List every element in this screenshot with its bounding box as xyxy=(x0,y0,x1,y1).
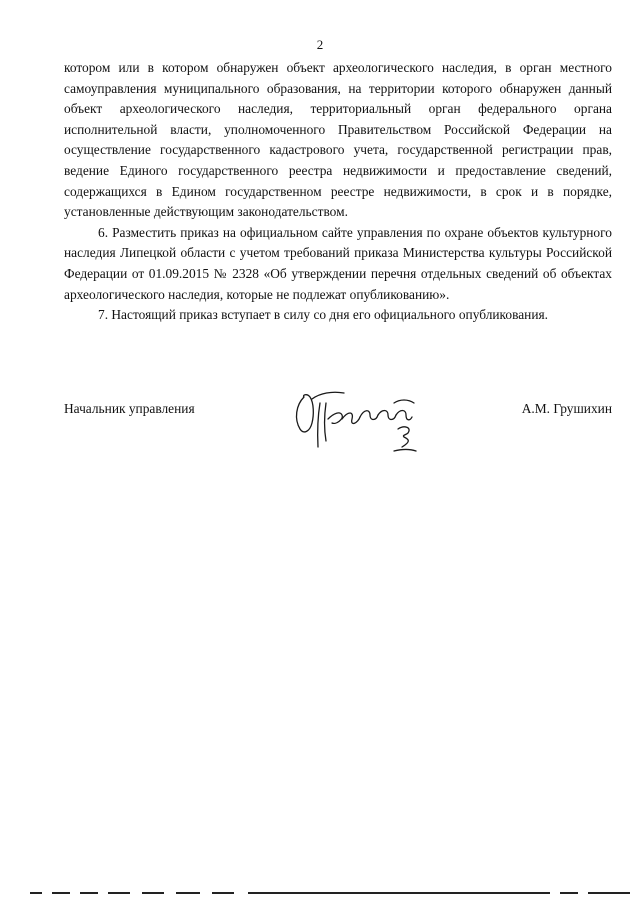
paragraph-continuation: котором или в котором обнаружен объект археологического наследия, в орган местного самоуправления муниципального образования, на территории которого обнаружен данный объект археологического наследия, территориальный орган федерального органа исполнительной власти, уполномоченного Правительством Российской Федерации на осуществление государственного кадастрового учета, государственной регистрации прав, ведение Единого государственного реестра недвижимости и предоставление сведений, содержащихся в Едином государственном реестре недвижимости, в срок и в порядке, установленные действующим законодательством. xyxy=(64,60,612,220)
page-number: 2 xyxy=(316,37,324,52)
paragraph-item-6: 6. Разместить приказ на официальном сайте управления по охране объектов культурного наследия Липецкой области с учетом требований приказа Министерства культуры Российской Федерации от 01.09.2015 № 2328 «Об утверждении перечня отдельных сведений об объектах археологического наследия, которые не подлежат опубликованию». xyxy=(64,224,612,302)
signature-block xyxy=(64,395,612,465)
signer-name: А.М. Грушихин xyxy=(521,401,612,416)
paragraph-item-7: 7. Настоящий приказ вступает в силу со дня его официального опубликования. xyxy=(98,307,548,323)
handwritten-signature xyxy=(290,389,450,459)
document-body xyxy=(64,58,612,326)
footer-dashed-rule xyxy=(30,888,630,898)
signer-position: Начальник управления xyxy=(64,401,195,416)
